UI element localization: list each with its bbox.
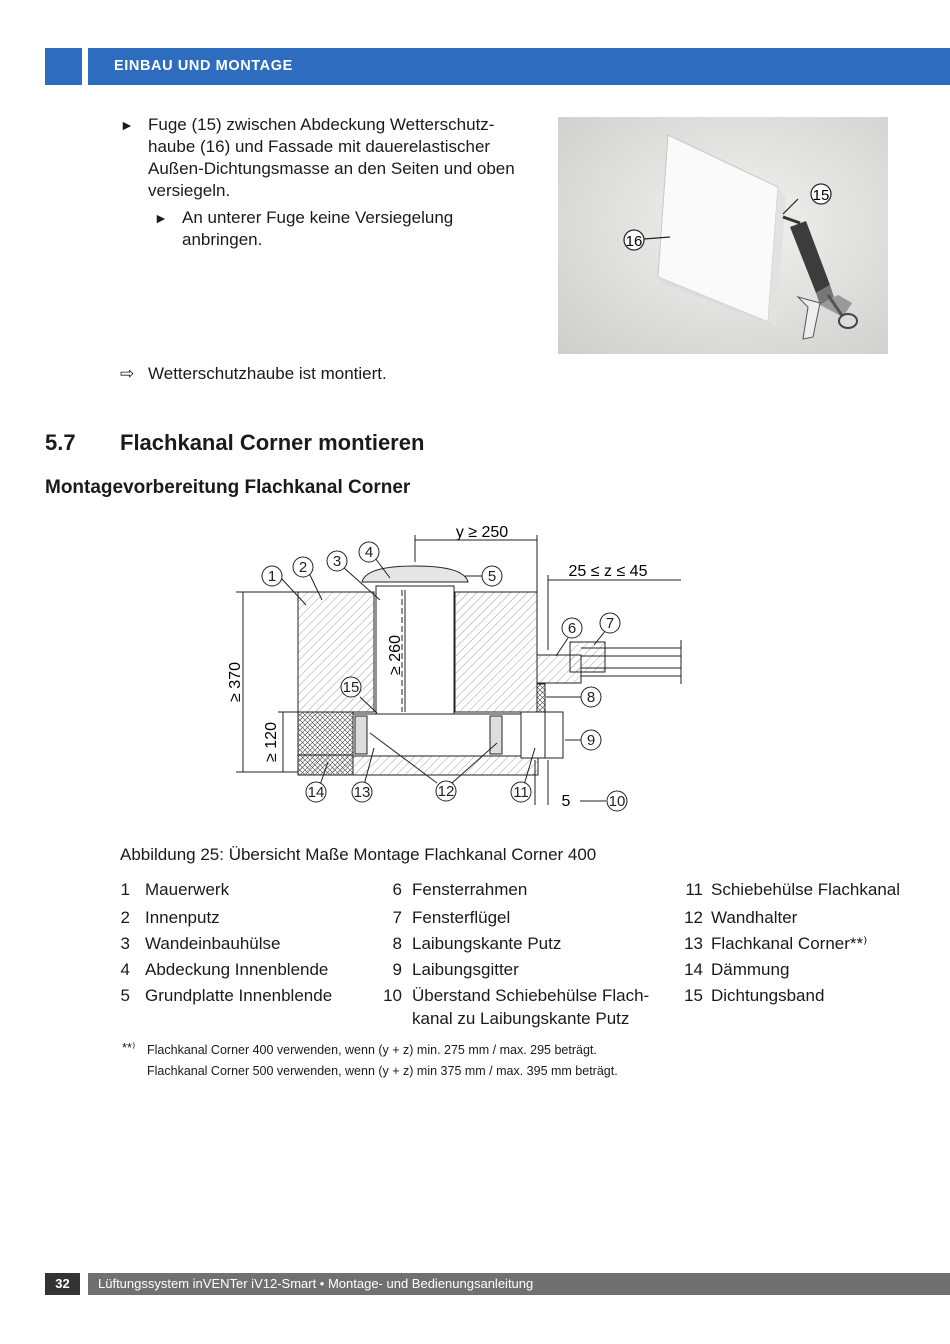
result-bullet (120, 363, 387, 385)
callout-8 (581, 687, 601, 707)
arrow-icon: ► (120, 117, 134, 133)
callout-7 (600, 613, 620, 633)
svg-text:15: 15 (812, 187, 830, 204)
dim-y: y ≥ 250 (455, 524, 509, 541)
sliding-sleeve (521, 712, 545, 758)
callout-9 (581, 730, 601, 750)
section-header: EINBAU UND MONTAGE (88, 48, 950, 85)
svg-text:11: 11 (513, 784, 529, 801)
callout-2 (293, 557, 313, 577)
substep-text: An unterer Fuge keine Versiegelung (182, 208, 454, 227)
result-text: Wetterschutzhaube ist montiert. (148, 364, 387, 383)
inner-cover (362, 566, 468, 582)
arrow-icon: ► (154, 210, 168, 226)
svg-text:4: 4 (364, 544, 374, 561)
callout-6 (562, 618, 582, 638)
dim-120: ≥ 120 (263, 722, 280, 762)
wall-holder-left (355, 716, 367, 754)
header-accent (45, 48, 82, 85)
step-text: versiegeln. (148, 181, 231, 200)
svg-text:2: 2 (298, 559, 308, 576)
callout-3 (327, 551, 347, 571)
substep-text: anbringen. (182, 230, 263, 249)
footnote-marker: **⁾ (122, 1040, 136, 1055)
footnote-line: Flachkanal Corner 500 verwenden, wenn (y + z) min 375 mm / max. 395 mm beträgt. (147, 1064, 618, 1078)
substep-bullet (154, 207, 454, 251)
callout-5 (482, 566, 502, 586)
weather-hood-illustration (558, 117, 888, 354)
result-arrow-icon: ⇨ (120, 364, 135, 383)
step-bullet (120, 114, 515, 202)
wall-holder-right (490, 716, 502, 754)
callout-13 (352, 782, 372, 802)
masonry-bottom (298, 755, 538, 775)
dim-5: 5 (561, 793, 571, 810)
dim-370: ≥ 370 (227, 662, 244, 702)
svg-text:13: 13 (353, 784, 371, 801)
callout-4 (359, 542, 379, 562)
svg-text:16: 16 (625, 233, 643, 250)
callout-1 (262, 566, 282, 586)
subheading: Montagevorbereitung Flachkanal Corner (45, 477, 411, 498)
dim-z: 25 ≤ z ≤ 45 (568, 563, 648, 580)
callout-16 (624, 230, 644, 250)
section-title: Flachkanal Corner montieren (120, 430, 425, 455)
callout-12 (436, 781, 456, 801)
svg-text:8: 8 (586, 689, 596, 706)
footer-title: Lüftungssystem inVENTer iV12-Smart • Montage- und Bedienungsanleitung (88, 1273, 950, 1295)
reveal-grille (545, 712, 563, 758)
footnote-line: Flachkanal Corner 400 verwenden, wenn (y + z) min. 275 mm / max. 295 beträgt. (147, 1043, 597, 1057)
svg-text:14: 14 (307, 784, 325, 801)
figure-caption: Abbildung 25: Übersicht Maße Montage Flachkanal Corner 400 (120, 845, 597, 864)
step-text: haube (16) und Fassade mit dauerelastischer (148, 137, 491, 156)
callout-11 (511, 782, 531, 802)
svg-text:7: 7 (605, 615, 615, 632)
reveal-plaster (537, 684, 545, 712)
masonry-left (298, 592, 374, 712)
svg-text:10: 10 (608, 793, 626, 810)
svg-text:15: 15 (342, 679, 360, 696)
svg-text:1: 1 (267, 568, 277, 585)
installation-diagram (215, 515, 695, 815)
svg-text:5: 5 (487, 568, 497, 585)
section-heading (45, 430, 424, 456)
svg-text:6: 6 (567, 620, 577, 637)
callout-15 (811, 184, 831, 204)
svg-text:12: 12 (437, 783, 455, 800)
svg-text:9: 9 (586, 732, 596, 749)
callout-14 (306, 782, 326, 802)
svg-text:3: 3 (332, 553, 342, 570)
callout-15 (341, 677, 361, 697)
masonry-right (455, 592, 537, 712)
callout-10 (607, 791, 627, 811)
dim-260: ≥ 260 (387, 635, 404, 675)
page-number: 32 (45, 1273, 80, 1295)
step-text: Außen-Dichtungsmasse an den Seiten und oben (148, 159, 515, 178)
step-text: Fuge (15) zwischen Abdeckung Wetterschutz- (148, 115, 495, 134)
section-number: 5.7 (45, 430, 76, 455)
